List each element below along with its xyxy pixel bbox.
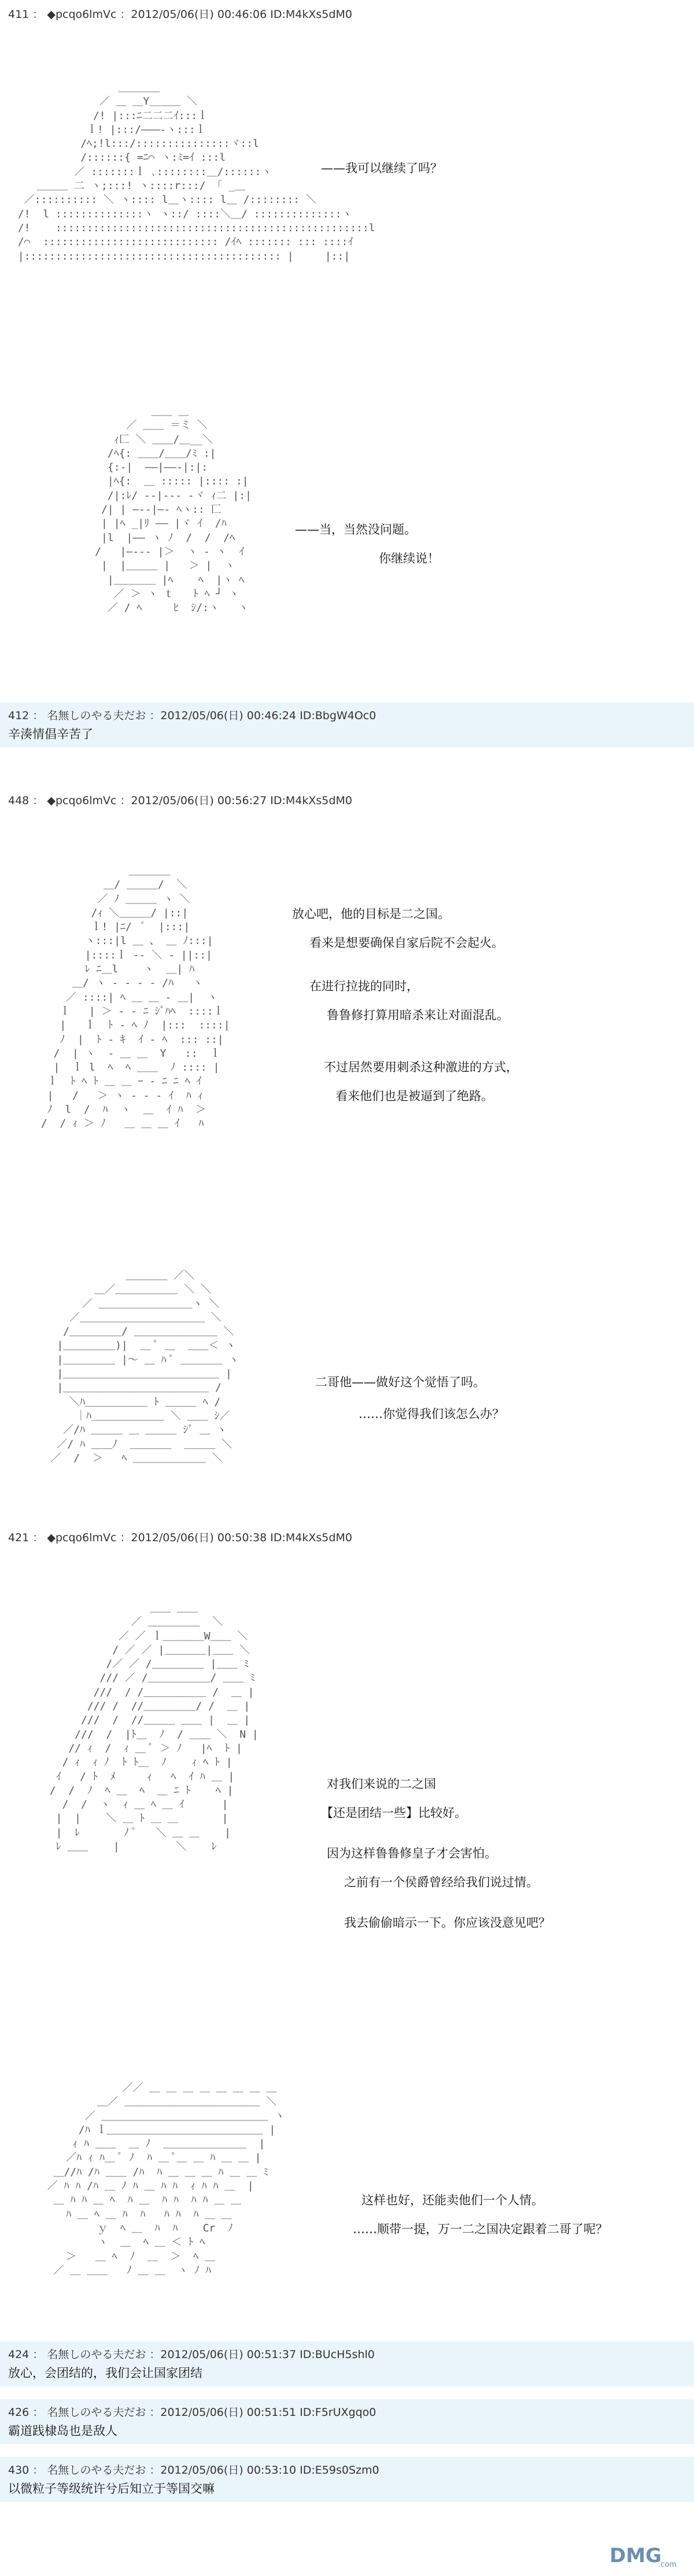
dialogue-line: 对我们来说的二之国 xyxy=(327,1777,436,1791)
dialogue-line: 【还是团结一些】比较好。 xyxy=(321,1806,467,1820)
dialogue-line: 因为这样鲁鲁修皇子才会害怕。 xyxy=(327,1846,497,1860)
logo-suffix: .com xyxy=(658,2560,677,2569)
dialogue-line: ……顺带一提，万一二之国决定跟着二哥了呢？ xyxy=(353,2222,608,2236)
reply-body: 以微粒子等级统许兮后知立于等国交嘛 xyxy=(8,2482,215,2496)
dialogue-line: 你继续说！ xyxy=(379,552,440,565)
dialogue-line: 我去偷偷暗示一下。你应该没意见吧？ xyxy=(344,1916,551,1930)
dialogue-line: 鲁鲁修打算用暗杀来让对面混乱。 xyxy=(327,1008,509,1022)
dialogue-line: 在进行拉拢的同时， xyxy=(309,979,419,993)
ascii-art-figure-6: ／／ ＿ ＿ ＿ ＿ ＿ ＿ ＿ ＿ ＿／ ＿＿＿＿＿＿＿＿＿＿＿＿＿ ＼ ／ ＿＿＿＿＿＿＿＿＿＿＿＿＿＿＿＿ ヽ /ﾊ ｌ＿＿＿＿＿＿＿＿＿＿＿＿＿＿＿ | ｨ ﾊ ＿＿ ＿ ﾉ ＿＿＿＿＿＿＿＿ | ／ﾊ ｨ ﾊ＿ ﾟ ﾉ ﾊ ＿ ﾟ＿ ＿ ﾊ ＿ ＿ | ＿//ﾊ /ﾊ ＿＿ /ﾊ ﾊ ＿ ＿ ＿ ﾊ ＿ ＿ ﾐ ／ ﾊ ﾊ /ﾊ ＿ ﾉ ﾊ ＿ ﾊ ﾊ ｨ ﾊ ﾊ ＿ | ＿ ﾊ ﾊ ＿ ﾍ ﾊ ＿ ﾊ ﾊ ﾊ ﾊ ＿ ＿ ﾊ ＿ ﾍ ＿ ﾊ ﾊ ﾊ ﾊ ﾊ ＿ ＿ ｙ ﾍ ＿ ﾊ ﾊ Cr ﾉ ヽ ＿ ﾍ ＿ ＜ ﾄ ﾍ ＞ ＿ ﾍ ﾉ ＿ ＞ ﾍ ＿ ／ ＿ ＿＿ ﾉ ＿ ＿ ヽ ﾉ ﾊ xyxy=(47,2082,285,2277)
reply-header: 426 ： 名無しのやる夫だお ：2012/05/06(日) 00:51:51 ID:F5rUXgqo0 xyxy=(8,2406,376,2419)
dialogue-line: 不过居然要用刺杀这种激进的方式， xyxy=(324,1060,518,1074)
reply-body: 放心，会团结的，我们会让国家团结 xyxy=(8,2366,202,2380)
ascii-art-figure-1: ＿＿＿＿ ／ ＿ ＿Y＿＿＿ ＼ /! |:::ﾆ二二二ｲ:::ｌ ｌ! |:::/―――‐ヽ:::ｌ /ﾍ;!l:::/:::::::::::::::ヾ::l /::::::{ =ﾆ⌒ ヽ:ﾐ=ｲ :::l ／ :::::::ｌ ､::::::::＿/::::::ヽ ＿＿＿ 二 ヽ;:::! ヽ::::r:::/ 「 _＿ ／:::::::::: ＼ ヽ:::: l＿ヽ:::: l＿ /:::::::: ＼ /! l ::::::::::::::ヽ ヽ::/ ::::＼＿/ ::::::::::::::ヽ /! ::::::::::::::::::::::::::::::::::::::::::::::::::l /⌒ :::::::::::::::::::::::::::: /ｲﾍ ::::::: ::: ::::ｲ |::::::::::::::::::::::::::::::::::::::::: | |::| xyxy=(17,82,375,262)
ascii-art-figure-4: ＿＿＿＿ ／＼ ＿／＿＿＿＿＿＿ ＼ ＼ ／ ＿＿＿＿＿＿＿＿＿ヽ ＼ ／＿＿＿＿＿＿＿＿＿＿＿＿ ＼ /＿＿＿＿＿/ ＿＿＿＿＿＿＿＿ ＼ |＿＿＿＿＿)| ＿ ﾟ ＿ ＿＿＜ ヽ |＿＿＿＿＿ |～ ＿ ﾊ ﾟ ＿＿＿＿ ヽ |＿＿＿＿＿＿＿＿＿＿＿＿＿＿＿ | |＿＿＿＿＿＿＿＿＿＿＿＿＿＿ / ＼ﾊ＿＿＿＿＿＿ ﾄ ＿＿＿ ﾍ / ｜ﾊ＿＿＿＿＿＿＿ ＼ ＿＿ ｼ／ ／/ﾊ ＿＿＿ ＿ ＿＿＿ ｼﾞ ＿ ヽ ／/ ﾊ ＿＿ﾉ ＿＿＿＿ ＿＿＿ ＼ ／ / ＞ ﾍ ＿＿＿＿＿＿＿ ＼ xyxy=(50,1270,239,1464)
reply-post xyxy=(0,2341,694,2386)
reply-header: 430 ： 名無しのやる夫だお ：2012/05/06(日) 00:53:10 ID:E59s0Szm0 xyxy=(8,2464,379,2477)
reply-header: 424 ： 名無しのやる夫だお ：2012/05/06(日) 00:51:37 ID:BUcH5shl0 xyxy=(8,2348,375,2361)
post-header-448: 448 ： ◆pcqo6lmVc ：2012/05/06(日) 00:56:27 ID:M4kXs5dM0 xyxy=(8,794,352,807)
dialogue-line: 这样也好，还能卖他们一个人情。 xyxy=(361,2193,544,2207)
dialogue-line: 二哥他——做好这个觉悟了吗。 xyxy=(315,1375,485,1389)
dialogue-line: ——当，当然没问题。 xyxy=(295,523,416,536)
dialogue-line: 放心吧，他的目标是二之国。 xyxy=(292,907,450,921)
dialogue-line: 看来他们也是被逼到了绝路。 xyxy=(335,1089,493,1103)
post-header-411: 411 ： ◆pcqo6lmVc ：2012/05/06(日) 00:46:06 ID:M4kXs5dM0 xyxy=(8,8,352,21)
reply-header: 412 ： 名無しのやる夫だお ：2012/05/06(日) 00:46:24 ID:BbgW4Oc0 xyxy=(8,709,376,722)
dialogue-line: ……你觉得我们该怎么办？ xyxy=(359,1407,504,1421)
ascii-art-figure-5: ＿＿ ＿＿ ／ ＿＿＿＿＿ ＼ ／ ／ ｌ＿＿＿＿W＿＿ ＼ / ／ ／ |＿＿＿＿|＿＿ ＼ /／ ／ /＿＿＿＿＿ |＿＿ ﾐ /// ／ /＿＿＿＿＿＿/ ＿＿ ﾐ /// / /＿＿＿＿＿＿ / ＿ | /// / //＿＿＿＿＿/ / ＿ | /// / //＿＿＿ ＿＿ | ＿ | /// / |ﾄ＿ ﾉ / ＿＿ ＼ N | // ｨ / ｨ ＿ ﾟ ＞ ﾉ |ﾍ ﾄ | / ｨ ｨ ﾉ ﾄ ﾄ＿ ﾉ ｨ ﾍ ﾄ | ｲ / ﾄ ﾒ ｨ ﾍ ｲ ﾊ ＿ | / / ﾉ ﾍ ＿ ﾍ ＿ ﾆ ﾄ ﾍ | / / ヽ ｨ ＿ ﾍ ＿ ｲ | | | ＼ ＿ ﾄ ＿ ＿ | | ﾚ ﾉ ﾟ ＼ ＿ ＿ | ﾚ ＿＿ | ＼ ﾚ xyxy=(49,1602,259,1853)
post-header-421: 421 ： ◆pcqo6lmVc ：2012/05/06(日) 00:50:38 ID:M4kXs5dM0 xyxy=(8,1531,352,1544)
dialogue-line: 之前有一个侯爵曾经给我们说过情。 xyxy=(344,1875,538,1889)
dialogue-line: 看来是想要确保自家后院不会起火。 xyxy=(309,936,504,950)
logo-text: DMG xyxy=(610,2544,662,2567)
reply-body: 霸道践棣岛也是敌人 xyxy=(8,2424,117,2438)
ascii-art-figure-2: ＿＿ ＿ ／ ＿＿ ＝ミ ＼ ｨ匚 ＼ ＿＿/＿__＼ /ﾍ{: ＿＿/＿＿/ﾐ :| {:-| ――|――-|:|: |ﾍ{: ＿ ::::: |:::: :| /|:ﾚ/ ‐‐|‐‐‐ ‐ヾ ｨ二 |:| /| | ―‐‐|―‐ ﾍヽ:: 匚 | |ﾍ _|ﾘ ―― |ヾ ｲ /ﾊ |l |―― ヽ ﾉ / / /ﾍ / |―‐‐‐ |＞ ヽ ‐ ヽ ｲ | |＿＿＿ | ＞ | ヽ |＿＿＿＿ |ﾍ ﾍ |ヽ ﾍ ／ ＞ ヽ ｔ ﾄ ﾍ ┘ ヽ ／ / ﾍ ﾋ ｼ/:ヽ ヽ xyxy=(95,405,252,615)
reply-post xyxy=(0,2457,694,2502)
reply-body: 辛湊情倡辛苦了 xyxy=(8,727,93,741)
reply-post xyxy=(0,2399,694,2444)
reply-post xyxy=(0,702,694,747)
dialogue-line: ——我可以继续了吗？ xyxy=(321,161,442,175)
site-logo xyxy=(607,2540,684,2570)
ascii-art-figure-3: ＿＿＿＿ ＿/ ＿＿＿/ ＼ ／ ﾉ ＿＿＿ ヽ ＼ /ｨ ＼＿＿＿/ |::| ｌ! |ﾆ/ ﾟ |:::| ヽ:::|l ＿ 、 ＿ ﾉ:::| |::::ｌ ‐‐ ＼ ‐ ||::| ﾚ ﾆ＿l ヽ ＿| ﾊ ＿/ ヽ ‐ ‐ ‐ ‐ /ﾊ ヽ ／ ::::| ﾍ ＿ ＿ ‐ ＿| ヽ ｌ | ＞ ‐ ‐ ﾆ ｼﾞﾊﾍ ::::ｌ | ｌ ﾄ ‐ ﾍ ﾉ |::: ::::| ﾉ | ﾄ ‐ ｷ ｲ ‐ ﾍ ::: ::| / | ヽ ‐ ＿ ＿ Y :: ｌ | ｌ l ﾍ ﾍ ＿＿ ﾉ :::: | ｌ ﾄ ﾍ ﾄ ＿ ＿ ｰ ‐ ﾆ ﾆ ﾍ ｲ | / ＞ ヽ ‐ ‐ ‐ ｲ ﾊ ｨ ﾉ l / ﾊ ヽ ＿ ｲ ﾊ ＞ / / ｨ ＞ ﾉ ＿ ＿ ＿ ｲ ﾊ xyxy=(40,865,230,1130)
